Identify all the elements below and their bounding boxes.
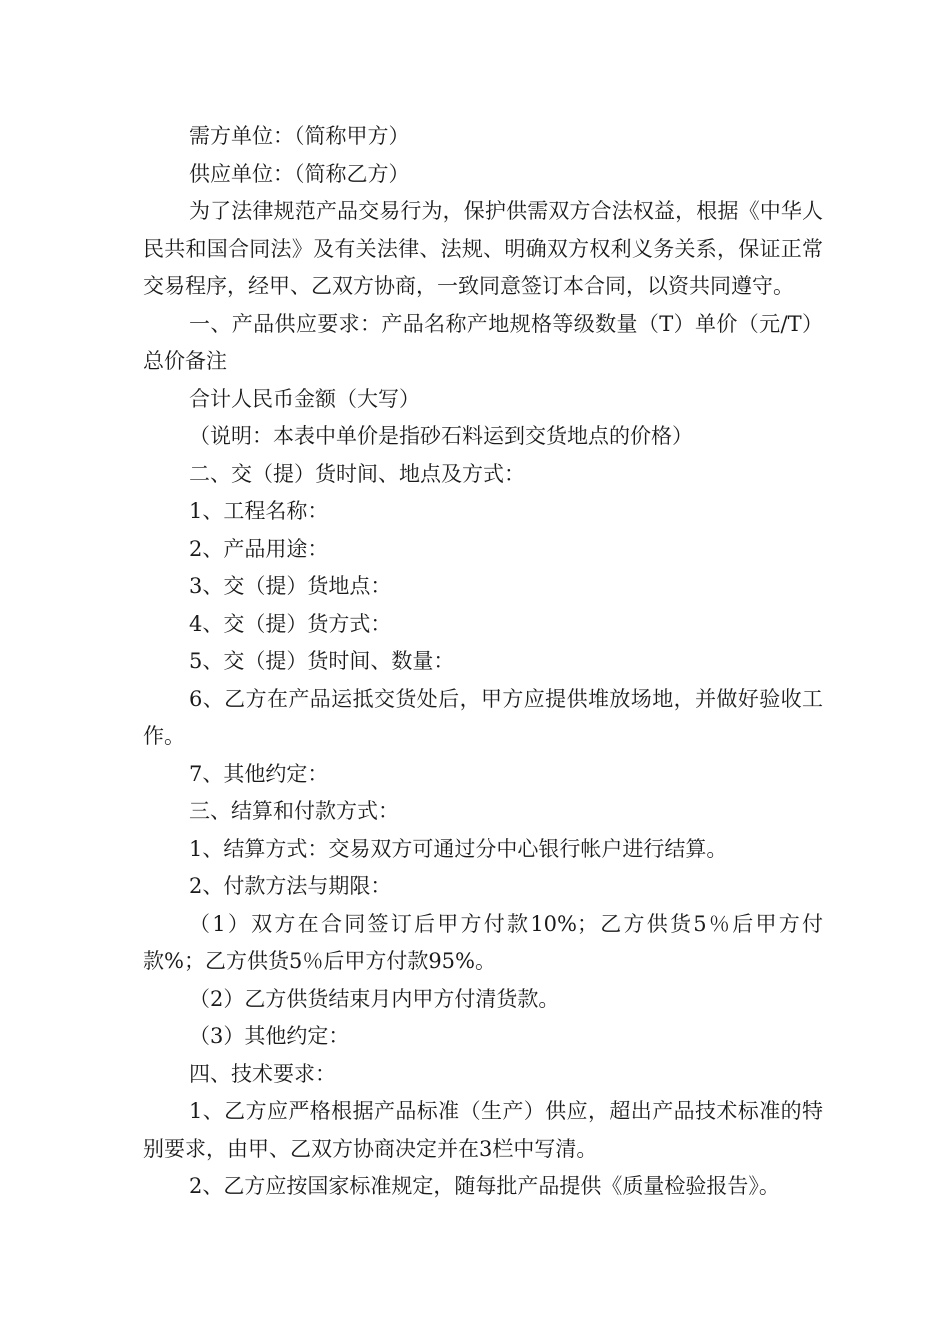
clause-2-2: 2、产品用途：: [189, 536, 329, 561]
clause-4-2: 2、乙方应按国家标准规定，随每批产品提供《质量检验报告》。: [189, 1174, 780, 1198]
clause-2-7: 7、其他约定：: [189, 761, 329, 786]
clause-2-5: 5、交（提）货时间、数量：: [189, 649, 455, 673]
section-4-heading: 四、技术要求：: [189, 1061, 336, 1086]
section-3-heading: 三、结算和付款方式：: [189, 799, 399, 823]
document-page: [143, 118, 823, 1206]
preamble-paragraph: 为了法律规范产品交易行为，保护供需双方合法权益，根据《中华人民共和国合同法》及有关法律、法规、明确双方权利义务关系，保证正常交易程序，经甲、乙双方协商，一致同意签订本合同，以资共同遵守。: [143, 199, 823, 298]
price-note: （说明：本表中单价是指砂石料运到交货地点的价格）: [189, 424, 693, 448]
clause-3-2-2: （2）乙方供货结束月内甲方付清货款。: [189, 986, 560, 1011]
total-amount-line: 合计人民币金额（大写）: [189, 386, 420, 411]
clause-2-6: 6、乙方在产品运抵交货处后，甲方应提供堆放场地，并做好验收工作。: [143, 686, 823, 748]
clause-3-2: 2、付款方法与期限：: [189, 874, 392, 898]
clause-3-2-1: （1）双方在合同签订后甲方付款10%；乙方供货5％后甲方付款%；乙方供货5％后甲方付款95%。: [143, 911, 823, 973]
section-2-heading: 二、交（提）货时间、地点及方式：: [189, 461, 525, 486]
supplier-line: 供应单位：（简称乙方）: [189, 161, 410, 186]
clause-2-4: 4、交（提）货方式：: [189, 611, 392, 636]
clause-4-1: 1、乙方应严格根据产品标准（生产）供应，超出产品技术标准的特别要求，由甲、乙双方协商决定并在3栏中写清。: [143, 1099, 823, 1161]
section-1-heading: 一、产品供应要求：产品名称产地规格等级数量（T）单价（元/T）总价备注: [143, 311, 823, 373]
clause-2-1: 1、工程名称：: [189, 499, 329, 523]
buyer-line: 需方单位：（简称甲方）: [189, 124, 410, 148]
clause-2-3: 3、交（提）货地点：: [189, 574, 392, 598]
clause-3-1: 1、结算方式：交易双方可通过分中心银行帐户进行结算。: [189, 836, 728, 861]
clause-3-2-3: （3）其他约定：: [189, 1024, 350, 1048]
